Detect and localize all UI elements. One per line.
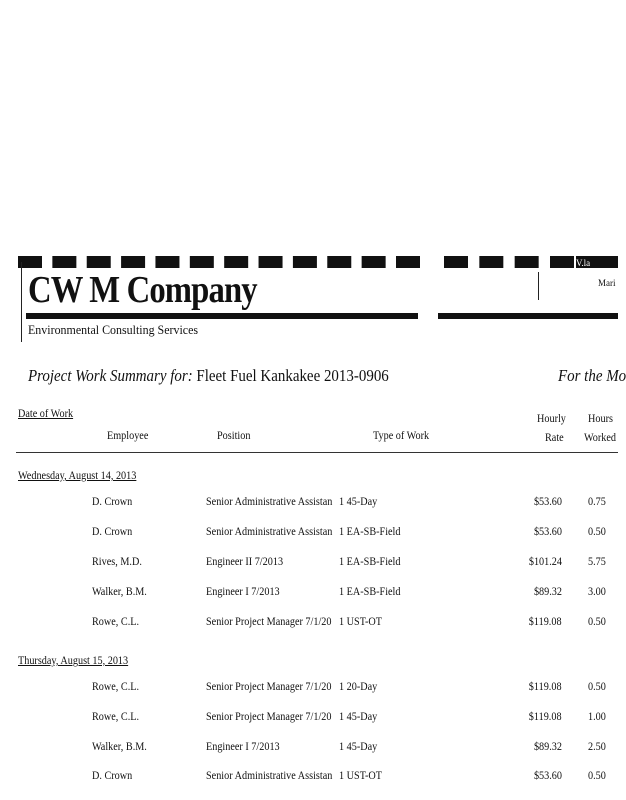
cell-hours: 0.50 (588, 524, 606, 538)
cell-rate: $89.32 (533, 584, 562, 598)
cell-hours: 0.50 (588, 679, 606, 693)
cell-type: 1 45-Day (339, 494, 378, 508)
cell-hours: 0.75 (588, 494, 606, 508)
cell-employee: D. Crown (92, 524, 133, 538)
header-thick-rule-left (26, 313, 418, 319)
cell-hours: 0.50 (588, 614, 606, 628)
cell-hours: 5.75 (588, 554, 606, 568)
col-hourly-rate-line1: Hourly (537, 411, 566, 425)
col-hourly-rate-line2: Rate (545, 430, 564, 444)
cell-hours: 3.00 (588, 584, 606, 598)
col-type-of-work: Type of Work (373, 428, 430, 442)
cell-hours: 2.50 (588, 739, 606, 753)
cell-rate: $119.08 (529, 709, 562, 723)
page-left-edge (21, 262, 22, 342)
cell-position: Engineer II 7/2013 (206, 554, 284, 568)
col-hours-worked-line2: Worked (584, 430, 617, 444)
cell-employee: Rowe, C.L. (92, 709, 140, 723)
cell-type: 1 UST-OT (339, 614, 382, 628)
report-title-prefix: Project Work Summary for: (28, 366, 193, 385)
header-right-fragment-1: V.la (576, 258, 591, 268)
date-group-heading: Wednesday, August 14, 2013 (18, 468, 137, 482)
cell-rate: $53.60 (533, 524, 562, 538)
cell-type: 1 45-Day (339, 709, 378, 723)
cell-position: Senior Administrative Assistan (206, 494, 333, 508)
report-title (28, 366, 389, 386)
col-position: Position (217, 428, 251, 442)
report-period: For the Mo (558, 366, 626, 385)
cell-type: 1 UST-OT (339, 768, 382, 782)
header-underline (16, 452, 618, 453)
cell-rate: $53.60 (533, 768, 562, 782)
cell-employee: Rowe, C.L. (92, 679, 140, 693)
cell-rate: $89.32 (533, 739, 562, 753)
cell-position: Engineer I 7/2013 (206, 739, 280, 753)
cell-rate: $53.60 (533, 494, 562, 508)
header-dashed-rule-right (444, 256, 574, 268)
cell-hours: 0.50 (588, 768, 606, 782)
cell-type: 1 20-Day (339, 679, 378, 693)
cell-employee: Walker, B.M. (92, 739, 147, 753)
cell-rate: $119.08 (529, 679, 562, 693)
cell-employee: D. Crown (92, 768, 133, 782)
date-group-heading: Thursday, August 15, 2013 (18, 653, 129, 667)
cell-type: 1 EA-SB-Field (339, 524, 401, 538)
cell-employee: Walker, B.M. (92, 584, 147, 598)
cell-type: 1 45-Day (339, 739, 378, 753)
header-right-fragment-2: Mari (598, 278, 616, 288)
col-hours-worked-line1: Hours (588, 411, 613, 425)
cell-rate: $101.24 (528, 554, 562, 568)
cell-position: Engineer I 7/2013 (206, 584, 280, 598)
cell-type: 1 EA-SB-Field (339, 554, 401, 568)
cell-position: Senior Administrative Assistan (206, 768, 333, 782)
cell-rate: $119.08 (529, 614, 562, 628)
cell-position: Senior Project Manager 7/1/20 (206, 679, 332, 693)
cell-employee: D. Crown (92, 494, 133, 508)
cell-type: 1 EA-SB-Field (339, 584, 401, 598)
company-name: CW M Company (28, 269, 257, 311)
cell-position: Senior Administrative Assistan (206, 524, 333, 538)
cell-position: Senior Project Manager 7/1/20 (206, 614, 332, 628)
cell-position: Senior Project Manager 7/1/20 (206, 709, 332, 723)
cell-hours: 1.00 (588, 709, 606, 723)
project-name: Fleet Fuel Kankakee 2013-0906 (196, 366, 389, 385)
tagline: Environmental Consulting Services (28, 322, 199, 337)
cell-employee: Rowe, C.L. (92, 614, 140, 628)
header-divider (538, 272, 539, 300)
header-thick-rule-right (438, 313, 618, 319)
cell-employee: Rives, M.D. (92, 554, 142, 568)
col-date-of-work: Date of Work (18, 406, 74, 420)
header-dashed-rule-left (18, 256, 420, 268)
col-employee: Employee (107, 428, 149, 442)
